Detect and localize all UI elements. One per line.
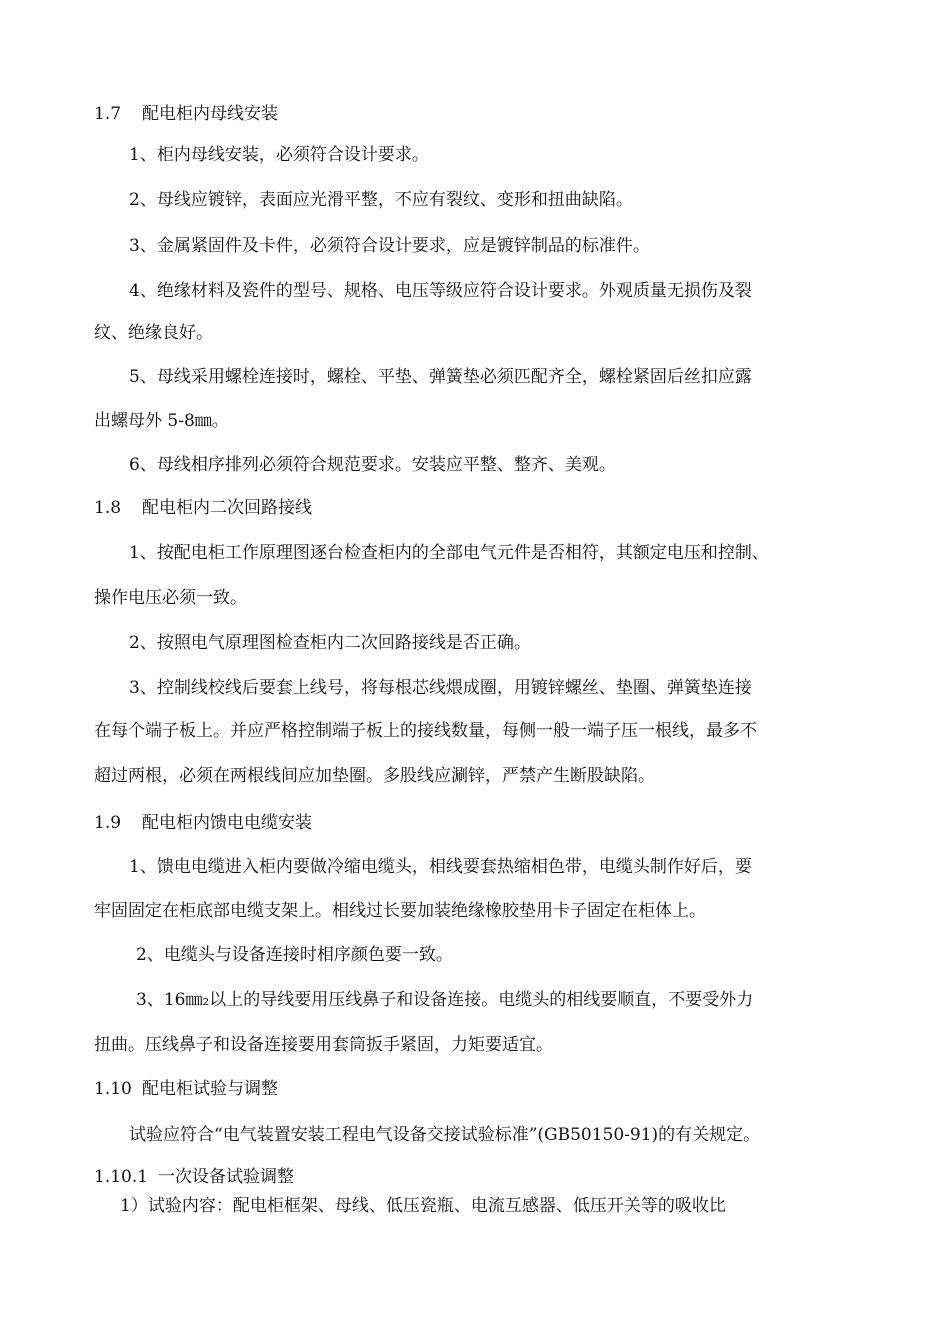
- section-number: 1.7: [94, 104, 122, 124]
- paragraph-line: 4、绝缘材料及瓷件的型号、规格、电压等级应符合设计要求。外观质量无损伤及裂: [129, 281, 752, 301]
- paragraph-line: 3、控制线校线后要套上线号，将每根芯线煨成圈，用镀锌螺丝、垫圈、弹簧垫连接: [129, 678, 752, 698]
- paragraph-line: 2、按照电气原理图检查柜内二次回路接线是否正确。: [129, 633, 531, 653]
- paragraph-line: 3、16㎜₂以上的导线要用压线鼻子和设备连接。电缆头的相线要顺直，不要受外力: [136, 990, 754, 1010]
- paragraph-line: 1）试验内容：配电柜框架、母线、低压瓷瓶、电流互感器、低压开关等的吸收比: [120, 1196, 726, 1216]
- section-number: 1.10: [94, 1079, 132, 1099]
- section-heading: [94, 1078, 278, 1100]
- section-heading: [94, 497, 312, 519]
- section-title: 一次设备试验调整: [158, 1167, 294, 1187]
- section-title: 配电柜内馈电电缆安装: [142, 813, 312, 833]
- section-title: 配电柜内母线安装: [142, 104, 278, 124]
- section-number: 1.8: [94, 498, 122, 518]
- paragraph-line: 纹、绝缘良好。: [94, 323, 213, 343]
- section-number: 1.10.1: [94, 1167, 149, 1187]
- section-heading: [94, 1166, 294, 1188]
- section-heading: [94, 812, 312, 834]
- paragraph-line: 出螺母外 5-8㎜。: [94, 411, 229, 431]
- paragraph-line: 2、电缆头与设备连接时相序颜色要一致。: [136, 945, 453, 965]
- paragraph-line: 牢固固定在柜底部电缆支架上。相线过长要加装绝缘橡胶垫用卡子固定在柜体上。: [94, 901, 706, 921]
- paragraph-line: 1、按配电柜工作原理图逐台检查柜内的全部电气元件是否相符，其额定电压和控制、: [129, 543, 769, 563]
- paragraph-line: 扭曲。压线鼻子和设备连接要用套筒扳手紧固，力矩要适宜。: [94, 1035, 553, 1055]
- paragraph-line: 5、母线采用螺栓连接时，螺栓、平垫、弹簧垫必须匹配齐全，螺栓紧固后丝扣应露: [129, 367, 752, 387]
- paragraph-line: 3、金属紧固件及卡件，必须符合设计要求，应是镀锌制品的标准件。: [129, 236, 650, 256]
- section-title: 配电柜内二次回路接线: [142, 498, 312, 518]
- paragraph-line: 1、柜内母线安装，必须符合设计要求。: [129, 145, 429, 165]
- section-heading: [94, 103, 278, 125]
- paragraph-line: 1、馈电电缆进入柜内要做冷缩电缆头，相线要套热缩相色带，电缆头制作好后，要: [129, 857, 752, 877]
- paragraph-line: 操作电压必须一致。: [94, 588, 247, 608]
- paragraph-line: 2、母线应镀锌，表面应光滑平整，不应有裂纹、变形和扭曲缺陷。: [129, 190, 633, 210]
- section-number: 1.9: [94, 813, 122, 833]
- paragraph-line: 6、母线相序排列必须符合规范要求。安装应平整、整齐、美观。: [129, 455, 616, 475]
- paragraph-line: 试验应符合“电气装置安装工程电气设备交接试验标准”(GB50150-91)的有关规定。: [129, 1125, 761, 1145]
- section-title: 配电柜试验与调整: [142, 1079, 278, 1099]
- paragraph-line: 在每个端子板上。并应严格控制端子板上的接线数量，每侧一般一端子压一根线，最多不: [94, 721, 757, 741]
- paragraph-line: 超过两根，必须在两根线间应加垫圈。多股线应涮锌，严禁产生断股缺陷。: [94, 766, 655, 786]
